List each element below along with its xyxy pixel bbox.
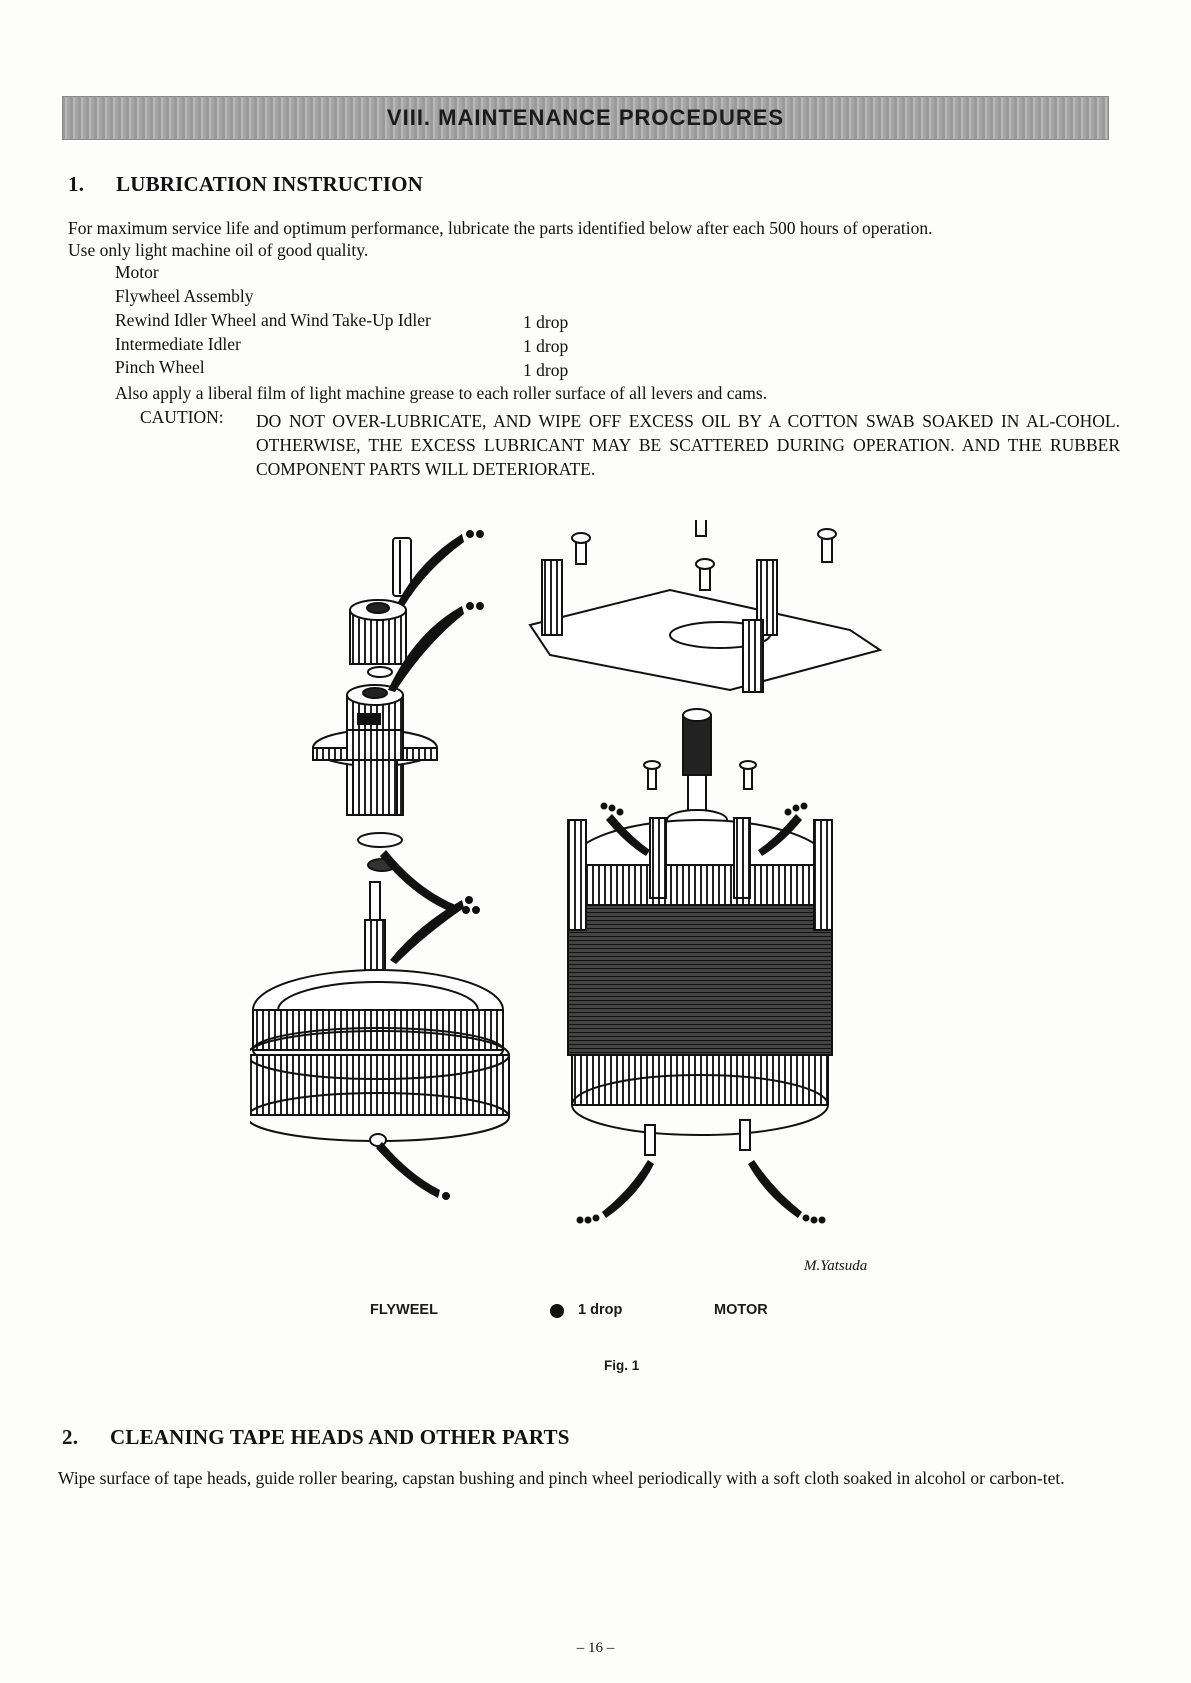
section-number: 1. <box>68 172 85 196</box>
page-number: – 16 – <box>576 1640 615 1656</box>
figure-caption: Fig. 1 <box>604 1358 640 1373</box>
caution-label: CAUTION: <box>140 407 224 427</box>
artist-signature: M.Yatsuda <box>804 1258 868 1274</box>
figure-label-motor: MOTOR <box>714 1302 768 1318</box>
amount-pinch-wheel: 1 drop <box>523 360 569 380</box>
figure-label-flywheel: FLYWEEL <box>370 1302 438 1318</box>
grease-note: Also apply a liberal film of light machine grease to each roller surface of all levers and cams. <box>115 383 768 403</box>
part-intermediate-idler: Intermediate Idler <box>115 334 241 354</box>
amount-intermediate-idler: 1 drop <box>523 336 569 356</box>
part-motor: Motor <box>115 262 159 282</box>
section-number: 2. <box>62 1425 79 1449</box>
part-rewind-idler: Rewind Idler Wheel and Wind Take-Up Idler <box>115 310 431 330</box>
figure-legend-label: 1 drop <box>578 1302 623 1318</box>
intro-line-2: Use only light machine oil of good quality. <box>68 240 369 260</box>
section-title: CLEANING TAPE HEADS AND OTHER PARTS <box>110 1425 570 1449</box>
amount-rewind-idler: 1 drop <box>523 312 569 332</box>
section-heading-cleaning <box>62 1425 570 1450</box>
drop-legend-dot <box>550 1304 564 1318</box>
section-heading-lubrication <box>68 172 423 197</box>
exploded-view-illustration <box>250 520 930 1280</box>
cleaning-text: Wipe surface of tape heads, guide roller bearing, capstan bushing and pinch wheel periodically with a soft cloth soaked in alcohol or carbon-tet. <box>58 1468 1065 1488</box>
part-pinch-wheel: Pinch Wheel <box>115 357 205 377</box>
section-title: LUBRICATION INSTRUCTION <box>116 172 424 196</box>
banner-title: VIII. MAINTENANCE PROCEDURES <box>386 105 785 130</box>
caution-text: DO NOT OVER-LUBRICATE, AND WIPE OFF EXCESS OIL BY A COTTON SWAB SOAKED IN AL-COHOL. OTHERWISE, THE EXCESS LUBRICANT MAY BE SCATTERED DURING OPERATION. AND THE RUBBER COMPONENT PARTS WILL DETERIORATE. <box>256 411 1120 479</box>
intro-line-1: For maximum service life and optimum performance, lubricate the parts identified below after each 500 hours of operation. <box>68 218 933 238</box>
section-banner <box>62 96 1109 140</box>
part-flywheel: Flywheel Assembly <box>115 286 254 306</box>
